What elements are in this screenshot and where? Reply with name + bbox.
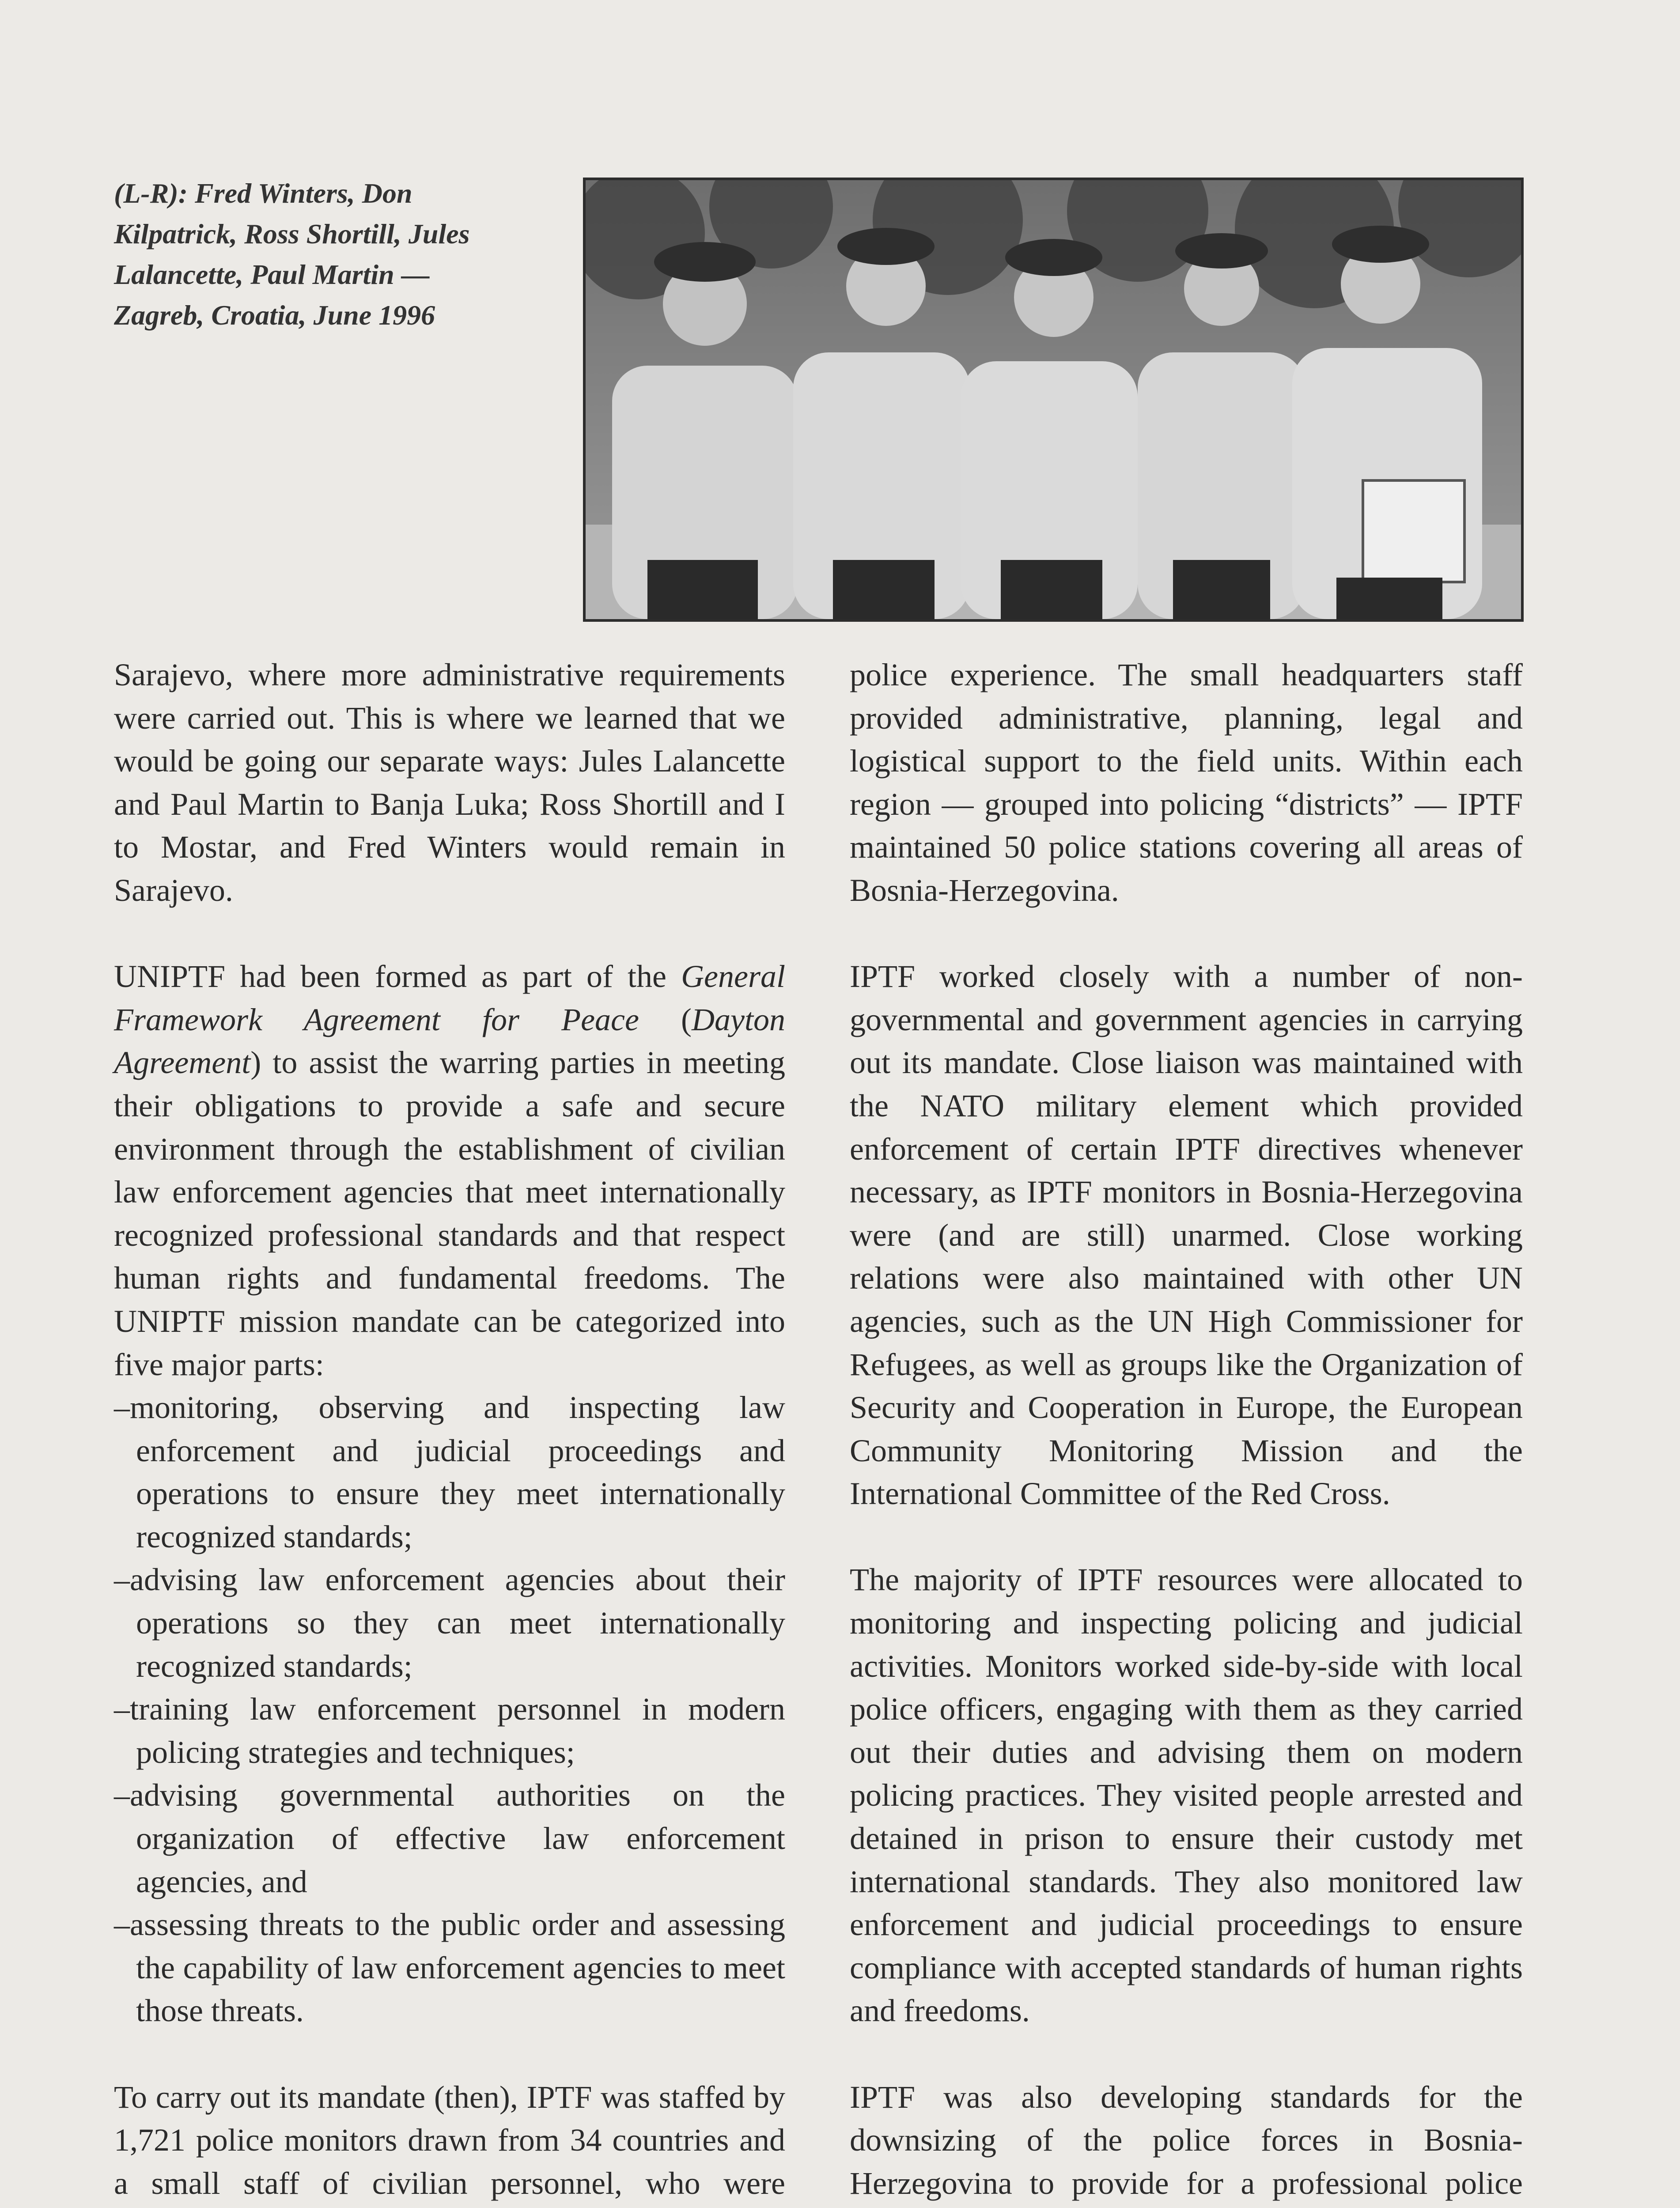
- right-paragraph-3: The majority of IPTF resources were allocated to monitoring and inspecting policing and judicial activities. Monitors worked side-by-side with local police officers, engaging with them as they carried out their duties and advising them on modern policing practices. They visited people arrested and detained in prison to ensure their custody met international standards. They also monitored law enforcement and judicial proceedings to ensure compliance with accepted standards of human rights and freedoms.: [850, 1562, 1523, 2029]
- mandate-item: –advising governmental authorities on the organization of effective law enforcement agencies, and: [114, 1777, 785, 1899]
- caption-line: Lalancette, Paul Martin —: [114, 259, 430, 290]
- caption-line: Kilpatrick, Ross Shortill, Jules: [114, 218, 470, 250]
- agreement-short-title: Dayton Agreement: [114, 1002, 785, 1081]
- right-column: [850, 654, 1523, 2208]
- caption-line: (L-R): Fred Winters, Don: [114, 178, 412, 209]
- caption-line: Zagreb, Croatia, June 1996: [114, 299, 435, 331]
- left-paragraph-2: [114, 955, 785, 1386]
- agreement-title: General Framework Agreement for Peace: [114, 959, 785, 1037]
- group-photo: [583, 178, 1524, 622]
- right-paragraph-4: IPTF was also developing standards for the downsizing of the police forces in Bosnia-Herzegovina to provide for a professional police: [850, 2079, 1523, 2201]
- mandate-item: –training law enforcement personnel in modern policing strategies and techniques;: [114, 1691, 785, 1770]
- mandate-item: –advising law enforcement agencies about their operations so they can meet internationally recognized standards;: [114, 1562, 785, 1684]
- left-paragraph-2-end: ) to assist the warring parties in meeting their obligations to provide a safe and secure environment through the establishment of civilian law enforcement agencies that meet internationally recognized professional standards and that respect human rights and fundamental freedoms. The UNIPTF mission mandate can be categorized into five major parts:: [114, 1045, 785, 1382]
- left-paragraph-3: To carry out its mandate (then), IPTF was staffed by 1,721 police monitors drawn from 34 countries and a small staff of civilian personnel, who were: [114, 2079, 785, 2201]
- left-paragraph-1: Sarajevo, where more administrative requirements were carried out. This is where we learned that we would be going our separate ways: Jules Lalancette and Paul Martin to Banja Luka; Ross Shortill and I to Mostar, and Fred Winters would remain in Sarajevo.: [114, 657, 785, 908]
- left-paragraph-2-mid: (: [639, 1002, 692, 1037]
- photo-caption: [114, 173, 556, 336]
- mandate-item: –monitoring, observing and inspecting law enforcement and judicial proceedings and operations to ensure they meet internationally recognized standards;: [114, 1390, 785, 1554]
- mandate-item: –assessing threats to the public order and assessing the capability of law enforcement agencies to meet those threats.: [114, 1907, 785, 2029]
- group-photo-illustration: [586, 180, 1521, 619]
- right-paragraph-1: police experience. The small headquarters staff provided administrative, planning, legal and logistical support to the field units. Within each region — grouped into policing “districts” — IPTF maintained 50 police stations covering all areas of Bosnia-Herzegovina.: [850, 657, 1523, 908]
- left-paragraph-2-start: UNIPTF had been formed as part of the: [114, 959, 681, 994]
- right-paragraph-2: IPTF worked closely with a number of non-governmental and government agencies in carrying out its mandate. Close liaison was maintained with the NATO military element which provided enforcement of certain IPTF directives whenever necessary, as IPTF monitors in Bosnia-Herzegovina were (and are still) unarmed. Close working relations were also maintained with other UN agencies, such as the UN High Commissioner for Refugees, as well as groups like the Organization of Security and Cooperation in Europe, the European Community Monitoring Mission and the International Committee of the Red Cross.: [850, 959, 1523, 1512]
- left-column: [114, 654, 785, 2208]
